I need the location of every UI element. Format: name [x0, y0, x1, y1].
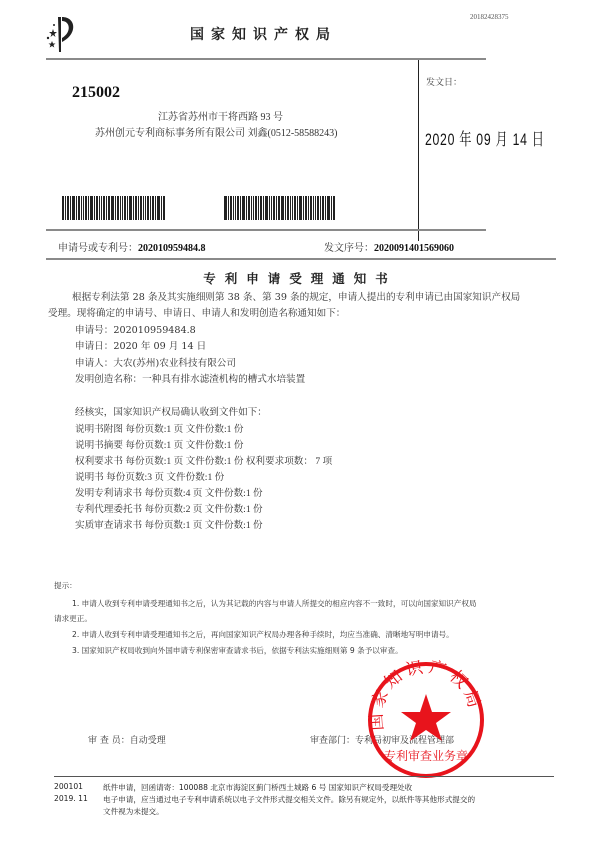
file-list-item: 专利代理委托书 每份页数:2 页 文件份数:1 份	[75, 504, 263, 515]
examiner-line: 审 查 员：自动受理	[88, 736, 166, 746]
footer-divider	[54, 776, 554, 777]
seal-outer-text: 国家知识产权局	[366, 660, 486, 732]
cnipa-logo-icon	[42, 14, 78, 54]
notice-title: 专利申请受理通知书	[203, 271, 397, 286]
serial-number-label: 发文序号：	[324, 243, 374, 254]
issue-date: 2020 年 09 月 14 日	[425, 130, 545, 149]
application-date-line: 申请日：2020 年 09 月 14 日	[75, 341, 207, 352]
file-list-item: 实质审查请求书 每份页数:1 页 文件份数:1 份	[75, 520, 263, 531]
mailing-address: 江苏省苏州市干将西路 93 号	[158, 112, 283, 123]
hint-item-1-continued: 请求更正。	[54, 614, 92, 623]
issue-date-top-divider	[418, 58, 486, 60]
serial-number-field	[324, 239, 454, 254]
hints-title: 提示：	[54, 581, 77, 590]
file-list-item: 说明书 每份页数:3 页 文件份数:1 份	[75, 472, 225, 483]
file-list-item: 说明书附图 每份页数:1 页 文件份数:1 份	[75, 424, 244, 435]
form-code: 200101	[54, 782, 83, 791]
hint-item-1: 1. 申请人收到专利申请受理通知书之后，认为其记载的内容与申请人所提交的相应内容不一致时，可以向国家知识产权局	[72, 599, 477, 608]
official-seal	[366, 660, 486, 780]
application-number-label: 申请号或专利号：	[58, 243, 138, 254]
form-version: 2019. 11	[54, 794, 88, 803]
serial-number-value: 2020091401569060	[374, 243, 454, 254]
barcode-serial	[224, 196, 336, 220]
verified-line: 经核实，国家知识产权局确认收到文件如下：	[75, 407, 267, 418]
document-number: 20182428375	[470, 13, 509, 21]
barcode-application	[62, 196, 166, 220]
agency-title: 国家知识产权局	[190, 27, 337, 43]
intro-paragraph-line2: 受理。现将确定的申请号、申请日、申请人和发明创造名称通知如下：	[48, 308, 346, 319]
application-number-line: 申请号：202010959484.8	[75, 325, 196, 336]
intro-paragraph-line1: 根据专利法第 28 条及其实施细则第 38 条、第 39 条的规定，申请人提出的专利申请已由国家知识产权局	[72, 292, 521, 303]
application-number-field	[58, 239, 206, 254]
footer-line3: 文件视为未提交。	[103, 807, 164, 816]
applicant-line: 申请人：大农(苏州)农业科技有限公司	[75, 358, 236, 369]
file-list-item: 权利要求书 每份页数:1 页 文件份数:1 份 权利要求项数： 7 项	[75, 456, 333, 467]
footer-line1: 纸件申请，回函请寄：100088 北京市海淀区蓟门桥西土城路 6 号 国家知识产权局受理处收	[103, 783, 413, 792]
footer-line2: 电子申请，应当通过电子专利申请系统以电子文件形式提交相关文件。除另有规定外，以纸件等其他形式提交的	[103, 795, 476, 804]
issue-date-label: 发文日：	[426, 77, 463, 87]
file-list-item: 说明书摘要 每份页数:1 页 文件份数:1 份	[75, 440, 244, 451]
recipient-agency: 苏州创元专利商标事务所有限公司 刘鑫(0512-58588243)	[95, 128, 338, 139]
hint-item-3: 3. 国家知识产权局收到向外国申请专利保密审查请求书后，依据专利法实施细则第 9 条予以审查。	[72, 646, 403, 655]
barcode-divider	[46, 229, 486, 231]
application-number-value: 202010959484.8	[138, 243, 206, 254]
seal-inner-text: 专利审查业务章	[383, 749, 469, 763]
invention-name-line: 发明创造名称：一种具有排水滤渣机构的槽式水培装置	[75, 374, 306, 385]
title-divider	[46, 258, 556, 260]
postal-code: 215002	[72, 84, 120, 101]
seal-star-icon	[401, 694, 451, 741]
issue-date-divider	[418, 58, 419, 241]
file-list-item: 发明专利请求书 每份页数:4 页 文件份数:1 份	[75, 488, 263, 499]
hint-item-2: 2. 申请人收到专利申请受理通知书之后，再向国家知识产权局办理各种手续时，均应当准确、清晰地写明申请号。	[72, 630, 454, 639]
department-line: 审查部门：专利局初审及流程管理部	[310, 736, 455, 746]
